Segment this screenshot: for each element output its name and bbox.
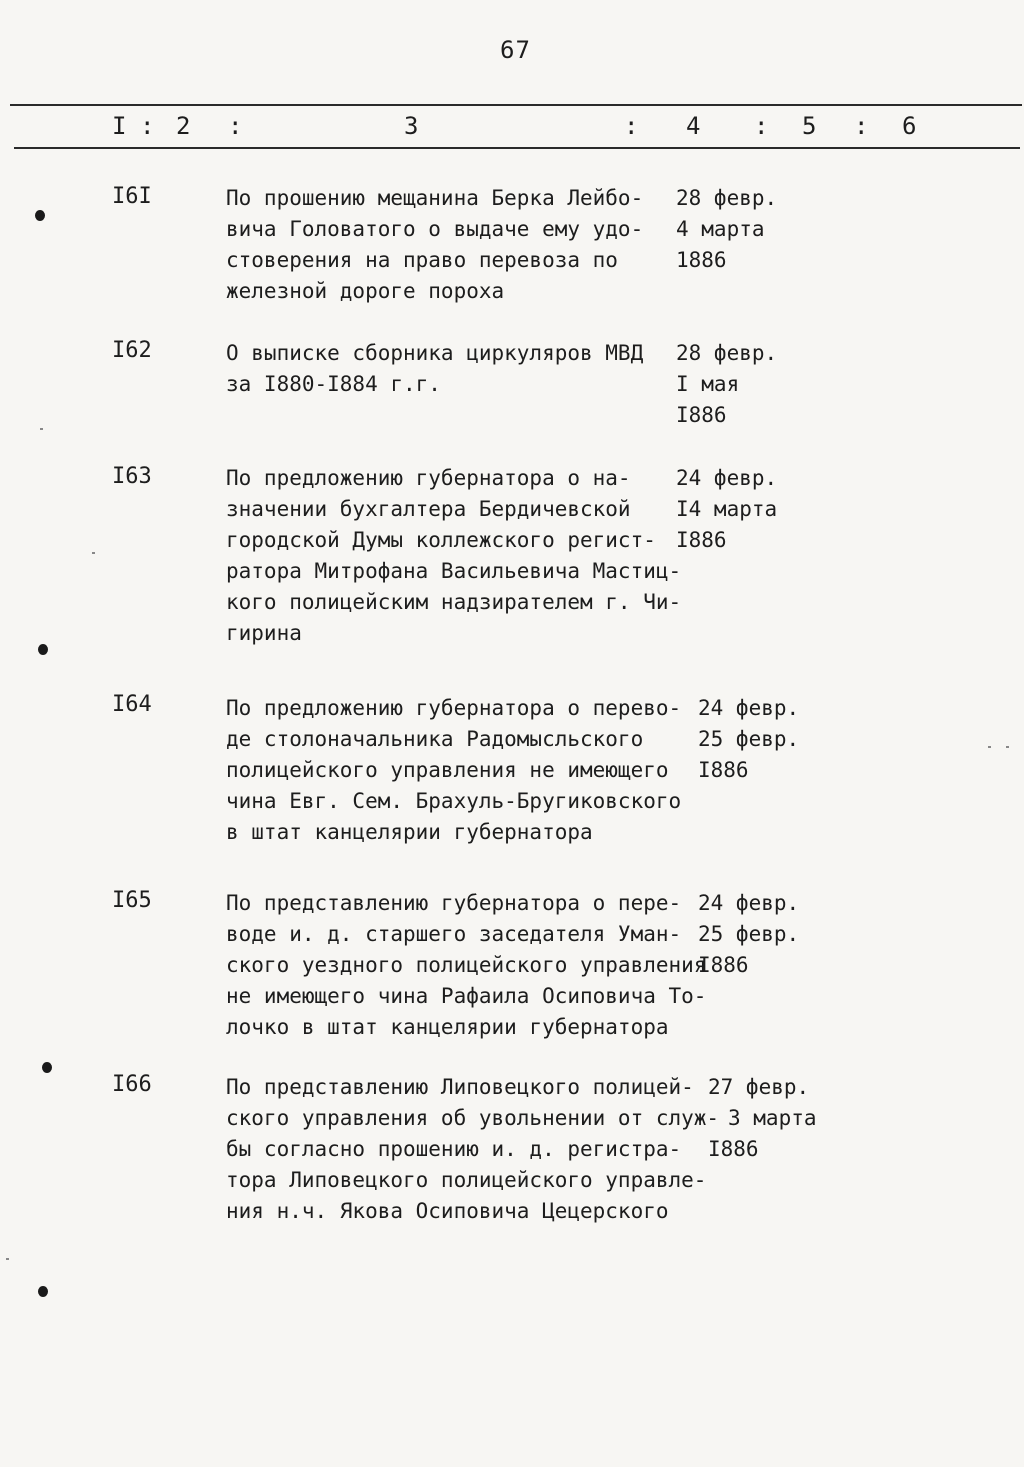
header-top-rule xyxy=(10,104,1022,106)
description-line: вича Головатого о выдаче ему удо- xyxy=(226,217,644,241)
end-date: I4 марта xyxy=(676,497,778,521)
header-bottom-rule xyxy=(14,147,1020,149)
column-header-2: 2 xyxy=(176,112,191,140)
end-date: I мая xyxy=(676,372,740,396)
entry-number: I65 xyxy=(112,888,152,913)
year: I886 xyxy=(698,953,749,977)
description-line: О выписке сборника циркуляров МВД xyxy=(226,341,644,365)
start-date: 28 февр. xyxy=(676,341,778,365)
entry-dates xyxy=(676,463,777,556)
punch-hole-mark xyxy=(35,210,45,221)
entry-dates xyxy=(698,888,799,981)
entry-dates xyxy=(708,1072,817,1165)
start-date: 27 февр. xyxy=(708,1075,810,1099)
description-line: ратора Митрофана Васильевича Мастиц- xyxy=(226,559,682,583)
column-header-4: 4 xyxy=(686,112,701,140)
scan-speck xyxy=(1006,746,1009,748)
entry-description xyxy=(226,463,696,649)
start-date: 24 февр. xyxy=(676,466,778,490)
entry-dates xyxy=(676,338,777,431)
year: 1886 xyxy=(676,248,727,272)
description-line: По предложению губернатора о перево- xyxy=(226,696,682,720)
entry-number: I6I xyxy=(112,184,152,209)
page-number: 67 xyxy=(500,36,531,64)
entry-description xyxy=(226,693,696,848)
entry-description xyxy=(226,338,696,400)
scan-speck xyxy=(92,552,95,554)
description-line: чина Евг. Сем. Брахуль-Бругиковского xyxy=(226,789,682,813)
end-date: 4 марта xyxy=(676,217,765,241)
description-line: в штат канцелярии губернатора xyxy=(226,820,593,844)
year: I886 xyxy=(676,403,727,427)
entry-number: I66 xyxy=(112,1072,152,1097)
description-line: тора Липовецкого полицейского управле- xyxy=(226,1168,707,1192)
description-line: полицейского управления не имеющего xyxy=(226,758,669,782)
end-date: 25 февр. xyxy=(698,922,800,946)
scan-speck xyxy=(6,1258,9,1260)
entry-description xyxy=(226,1072,720,1227)
description-line: По представлению губернатора о пере- xyxy=(226,891,682,915)
description-line: По прошению мещанина Берка Лейбо- xyxy=(226,186,644,210)
column-header-6: 6 xyxy=(902,112,917,140)
punch-hole-mark xyxy=(42,1062,52,1073)
column-header-1: I xyxy=(112,112,127,140)
entry-dates xyxy=(676,183,777,276)
description-line: По представлению Липовецкого полицей- xyxy=(226,1075,694,1099)
column-header-5: 5 xyxy=(802,112,817,140)
punch-hole-mark xyxy=(38,1286,48,1297)
description-line: ния н.ч. Якова Осиповича Цецерского xyxy=(226,1199,669,1223)
year: I886 xyxy=(708,1137,759,1161)
description-line: не имеющего чина Рафаила Осиповича То- xyxy=(226,984,707,1008)
description-line: воде и. д. старшего заседателя Уман- xyxy=(226,922,682,946)
description-line: По предложению губернатора о на- xyxy=(226,466,631,490)
entry-number: I62 xyxy=(112,338,152,363)
start-date: 24 февр. xyxy=(698,696,800,720)
description-line: железной дороге пороха xyxy=(226,279,505,303)
column-header-3: 3 xyxy=(404,112,419,140)
start-date: 28 февр. xyxy=(676,186,778,210)
description-line: городской Думы коллежского регист- xyxy=(226,528,656,552)
entry-number: I63 xyxy=(112,464,152,489)
description-line: де столоначальника Радомысльского xyxy=(226,727,644,751)
description-line: кого полицейским надзирателем г. Чи- xyxy=(226,590,682,614)
start-date: 24 февр. xyxy=(698,891,800,915)
description-line: ского уездного полицейского управления xyxy=(226,953,707,977)
entry-number: I64 xyxy=(112,692,152,717)
column-separator: : xyxy=(754,112,769,140)
description-line: значении бухгалтера Бердичевской xyxy=(226,497,631,521)
description-line: ского управления об увольнении от служ- xyxy=(226,1106,720,1130)
description-line: гирина xyxy=(226,621,302,645)
entry-description xyxy=(226,888,707,1043)
scan-speck xyxy=(988,746,991,748)
scan-speck xyxy=(40,428,43,430)
end-date: 25 февр. xyxy=(698,727,800,751)
entry-description xyxy=(226,183,696,307)
description-line: стоверения на право перевоза по xyxy=(226,248,618,272)
punch-hole-mark xyxy=(38,644,48,655)
column-separator: : xyxy=(140,112,155,140)
description-line: за I880-I884 г.г. xyxy=(226,372,441,396)
column-separator: : xyxy=(228,112,243,140)
description-line: лочко в штат канцелярии губернатора xyxy=(226,1015,669,1039)
column-separator: : xyxy=(854,112,869,140)
description-line: бы согласно прошению и. д. регистра- xyxy=(226,1137,682,1161)
year: I886 xyxy=(698,758,749,782)
year: I886 xyxy=(676,528,727,552)
column-separator: : xyxy=(624,112,639,140)
end-date: 3 марта xyxy=(728,1106,817,1130)
entry-dates xyxy=(698,693,799,786)
